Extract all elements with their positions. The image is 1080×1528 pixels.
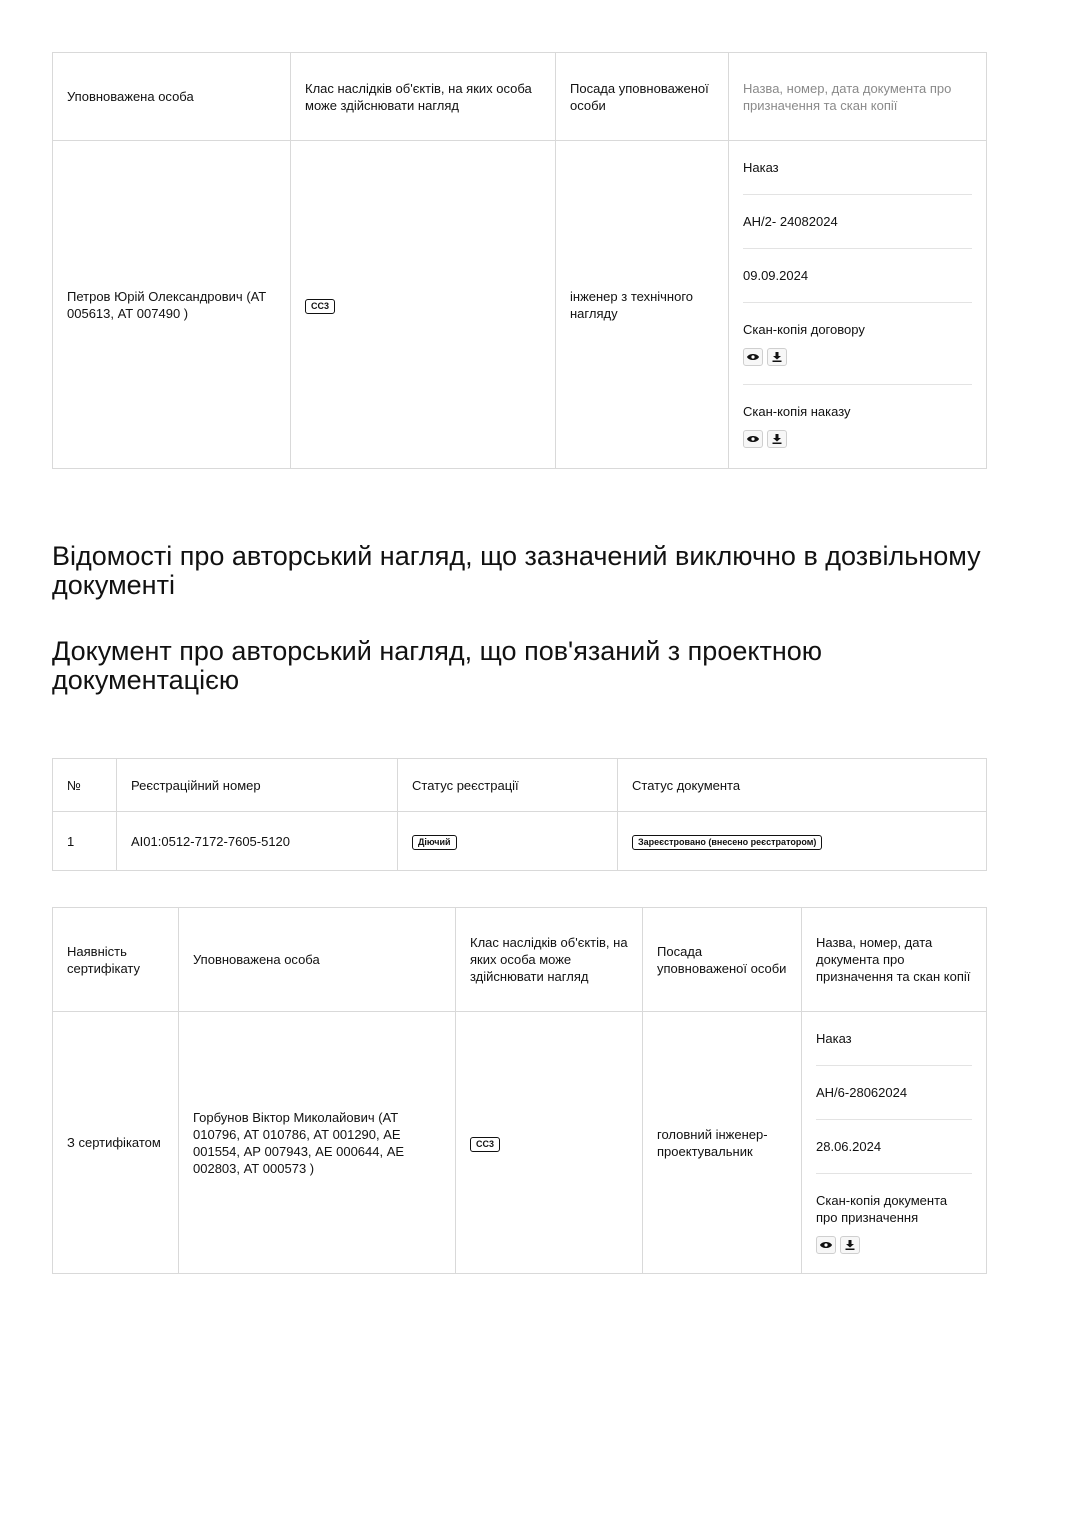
- doc-type: Наказ: [816, 1012, 972, 1066]
- cell-certificate: З сертифікатом: [53, 1012, 179, 1274]
- author-supervision-heading: Відомості про авторський нагляд, що зазначений виключно в дозвільному документі: [52, 541, 981, 600]
- download-button[interactable]: [840, 1236, 860, 1254]
- header-class: Клас наслідків об'єктів, на яких особа може здійснювати нагляд: [291, 53, 556, 141]
- header-class: Клас наслідків об'єктів, на яких особа може здійснювати нагляд: [456, 908, 643, 1012]
- supervision-table: [52, 52, 987, 469]
- doc-date: 28.06.2024: [816, 1120, 972, 1174]
- header-doc-status: Статус документа: [618, 759, 987, 812]
- scan-order: [743, 385, 972, 466]
- eye-icon: [820, 1241, 832, 1249]
- header-position: Посада уповноваженої особи: [643, 908, 802, 1012]
- scan-order-label: Скан-копія наказу: [743, 404, 851, 419]
- download-icon: [772, 352, 782, 362]
- class-badge: СС3: [305, 299, 335, 314]
- doc-number: АН/6-28062024: [816, 1066, 972, 1120]
- doc-status-badge: Зареєстровано (внесено реєстратором): [632, 835, 822, 850]
- cell-doc-status: [618, 812, 987, 871]
- cell-reg-status: [398, 812, 618, 871]
- cell-reg-number: АІ01:0512-7172-7605-5120: [117, 812, 398, 871]
- table-header-row: [53, 53, 987, 141]
- cell-document: [802, 1012, 987, 1274]
- header-position: Посада уповноваженої особи: [556, 53, 729, 141]
- download-button[interactable]: [767, 348, 787, 366]
- cell-person: Петров Юрій Олександрович (АТ 005613, АТ 007490 ): [53, 141, 291, 469]
- scan-contract: [743, 303, 972, 385]
- scan-appointment: [816, 1174, 972, 1272]
- download-button[interactable]: [767, 430, 787, 448]
- eye-icon: [747, 435, 759, 443]
- author-supervision-table: [52, 907, 987, 1274]
- download-icon: [845, 1240, 855, 1250]
- class-badge: СС3: [470, 1137, 500, 1152]
- header-document: Назва, номер, дата документа про призначення та скан копії: [729, 53, 987, 141]
- doc-number: АН/2- 24082024: [743, 195, 972, 249]
- header-document: Назва, номер, дата документа про призначення та скан копії: [802, 908, 987, 1012]
- header-certificate: Наявність сертифікату: [53, 908, 179, 1012]
- table-header-row: [53, 908, 987, 1012]
- doc-date: 09.09.2024: [743, 249, 972, 303]
- cell-person: Горбунов Віктор Миколайович (АТ 010796, АТ 010786, АТ 001290, АЕ 001554, АР 007943, АЕ 000644, АЕ 002803, АТ 000573 ): [179, 1012, 456, 1274]
- cell-position: інженер з технічного нагляду: [556, 141, 729, 469]
- view-button[interactable]: [816, 1236, 836, 1254]
- cell-document: [729, 141, 987, 469]
- doc-type: Наказ: [743, 141, 972, 195]
- table-header-row: [53, 759, 987, 812]
- registration-table: [52, 758, 987, 871]
- eye-icon: [747, 353, 759, 361]
- cell-class: [456, 1012, 643, 1274]
- header-person: Уповноважена особа: [179, 908, 456, 1012]
- header-number: №: [53, 759, 117, 812]
- table-row: [53, 1012, 987, 1274]
- header-person: Уповноважена особа: [53, 53, 291, 141]
- cell-number: 1: [53, 812, 117, 871]
- view-button[interactable]: [743, 430, 763, 448]
- author-document-heading: Документ про авторський нагляд, що пов'язаний з проектною документацією: [52, 636, 823, 695]
- scan-contract-label: Скан-копія договору: [743, 322, 865, 337]
- view-button[interactable]: [743, 348, 763, 366]
- download-icon: [772, 434, 782, 444]
- reg-status-badge: Діючий: [412, 835, 457, 850]
- scan-appointment-label: Скан-копія документа про призначення: [816, 1193, 948, 1225]
- cell-class: [291, 141, 556, 469]
- header-reg-status: Статус реєстрації: [398, 759, 618, 812]
- cell-position: головний інженер-проектувальник: [643, 1012, 802, 1274]
- table-row: [53, 141, 987, 469]
- header-reg-number: Реєстраційний номер: [117, 759, 398, 812]
- table-row: [53, 812, 987, 871]
